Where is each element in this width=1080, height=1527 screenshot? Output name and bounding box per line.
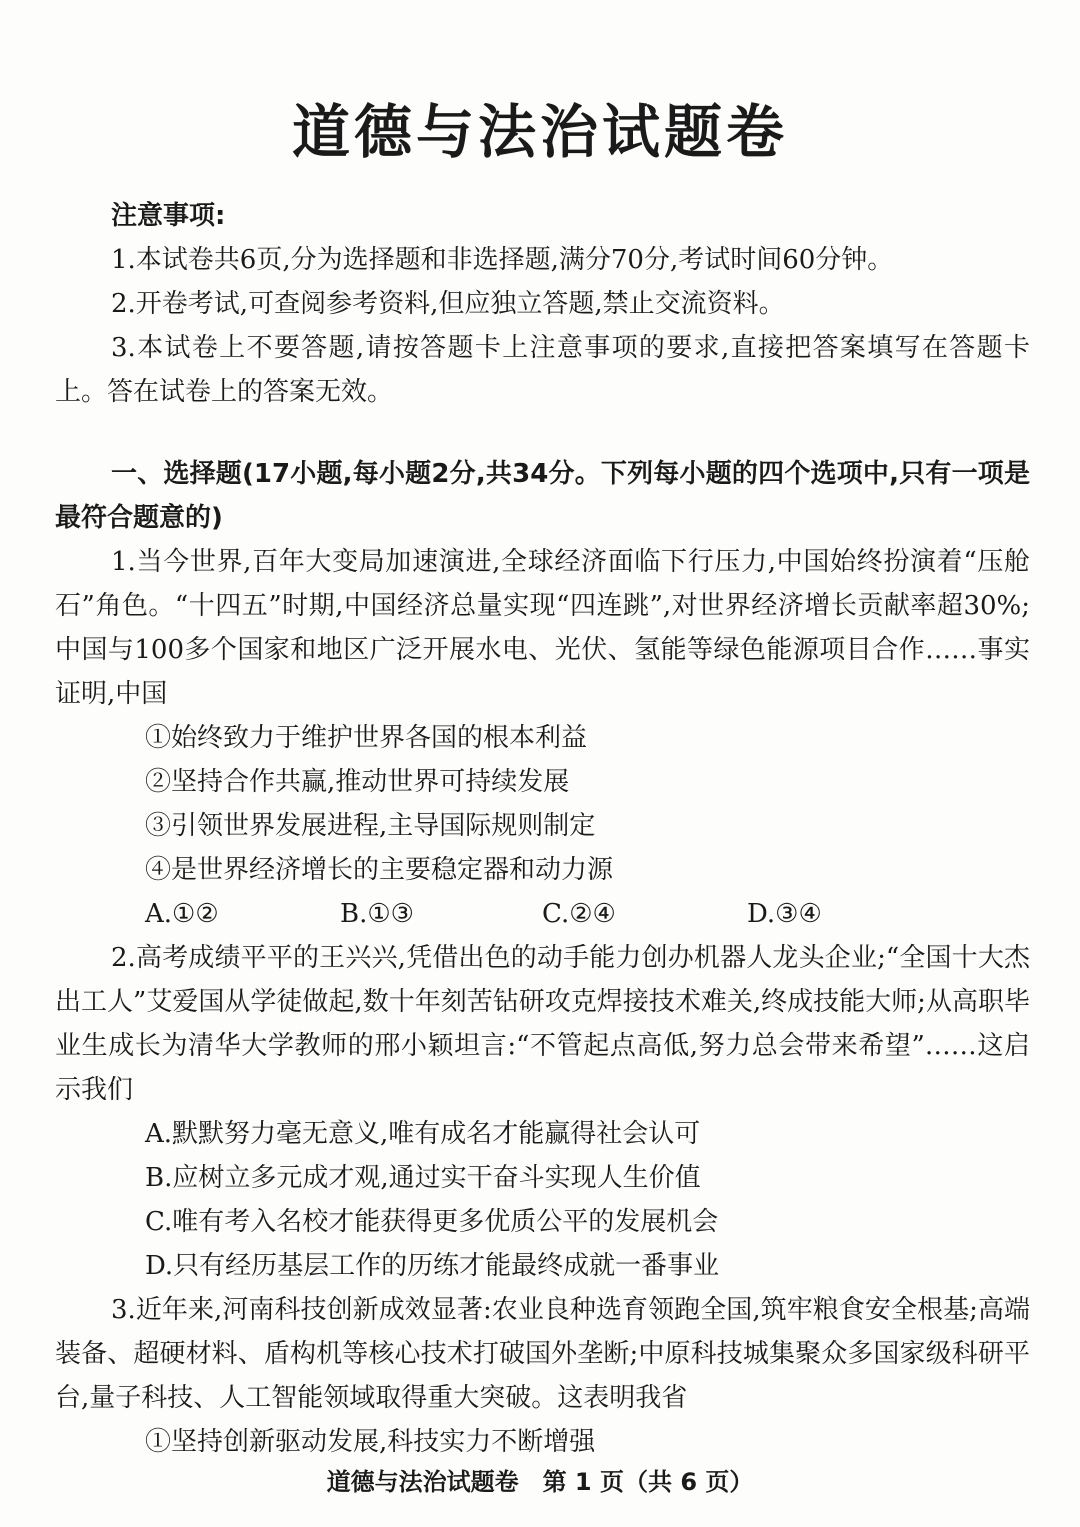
question-2-option-c: C.唯有考入名校才能获得更多优质公平的发展机会 [145, 1207, 719, 1237]
notice-item-1: 1.本试卷共6页,分为选择题和非选择题,满分70分,考试时间60分钟。 [111, 245, 894, 275]
question-2-stem: 2.高考成绩平平的王兴兴,凭借出色的动手能力创办机器人龙头企业;“全国十大杰出工人”艾爱国从学徒做起,数十年刻苦钻研攻克焊接技术难关,终成技能大师;从高职毕业生成长为清华大学教师的邢小颖坦言:“不管起点高低,努力总会带来希望”……这启示我们 [55, 943, 1030, 1105]
choice-a: A.①② [145, 899, 219, 929]
question-1-stem: 1.当今世界,百年大变局加速演进,全球经济面临下行压力,中国始终扮演着“压舱石”角色。“十四五”时期,中国经济总量实现“四连跳”,对世界经济增长贡献率超30%;中国与100多个国家和地区广泛开展水电、光伏、氢能等绿色能源项目合作……事实证明,中国 [55, 547, 1030, 709]
section-gap [55, 414, 1030, 452]
question-2-option-b: B.应树立多元成才观,通过实干奋斗实现人生价值 [145, 1163, 701, 1193]
page-title: 道德与法治试题卷 [291, 98, 788, 166]
question-2-option-a: A.默默努力毫无意义,唯有成名才能赢得社会认可 [145, 1119, 701, 1149]
notice-item-3: 3.本试卷上不要答题,请按答题卡上注意事项的要求,直接把答案填写在答题卡上。答在试卷上的答案无效。 [55, 333, 1030, 407]
question-1-choices [55, 892, 1030, 936]
question-1-statement-4: ④是世界经济增长的主要稳定器和动力源 [145, 855, 614, 885]
question-1-statement-2: ②坚持合作共赢,推动世界可持续发展 [145, 767, 570, 797]
notice-heading: 注意事项: [111, 201, 226, 231]
question-3-stem: 3.近年来,河南科技创新成效显著:农业良种选育领跑全国,筑牢粮食安全根基;高端装备、超硬材料、盾构机等核心技术打破国外垄断;中原科技城集聚众多国家级科研平台,量子科技、人工智能领域取得重大突破。这表明我省 [55, 1295, 1030, 1413]
choice-b: B.①③ [340, 899, 414, 929]
choice-c: C.②④ [542, 899, 616, 929]
notice-item-2: 2.开卷考试,可查阅参考资料,但应独立答题,禁止交流资料。 [111, 289, 785, 319]
choice-d: D.③④ [747, 899, 822, 929]
exam-content [55, 194, 1030, 1464]
question-2-option-d: D.只有经历基层工作的历练才能最终成就一番事业 [145, 1251, 720, 1281]
question-1-statement-1: ①始终致力于维护世界各国的根本利益 [145, 723, 588, 753]
page-footer: 道德与法治试题卷 第 1 页（共 6 页） [326, 1468, 754, 1496]
question-3-statement-1: ①坚持创新驱动发展,科技实力不断增强 [145, 1427, 596, 1457]
section-heading: 一、选择题(17小题,每小题2分,共34分。下列每小题的四个选项中,只有一项是最符合题意的) [55, 459, 1030, 533]
question-1-statement-3: ③引领世界发展进程,主导国际规则制定 [145, 811, 596, 841]
